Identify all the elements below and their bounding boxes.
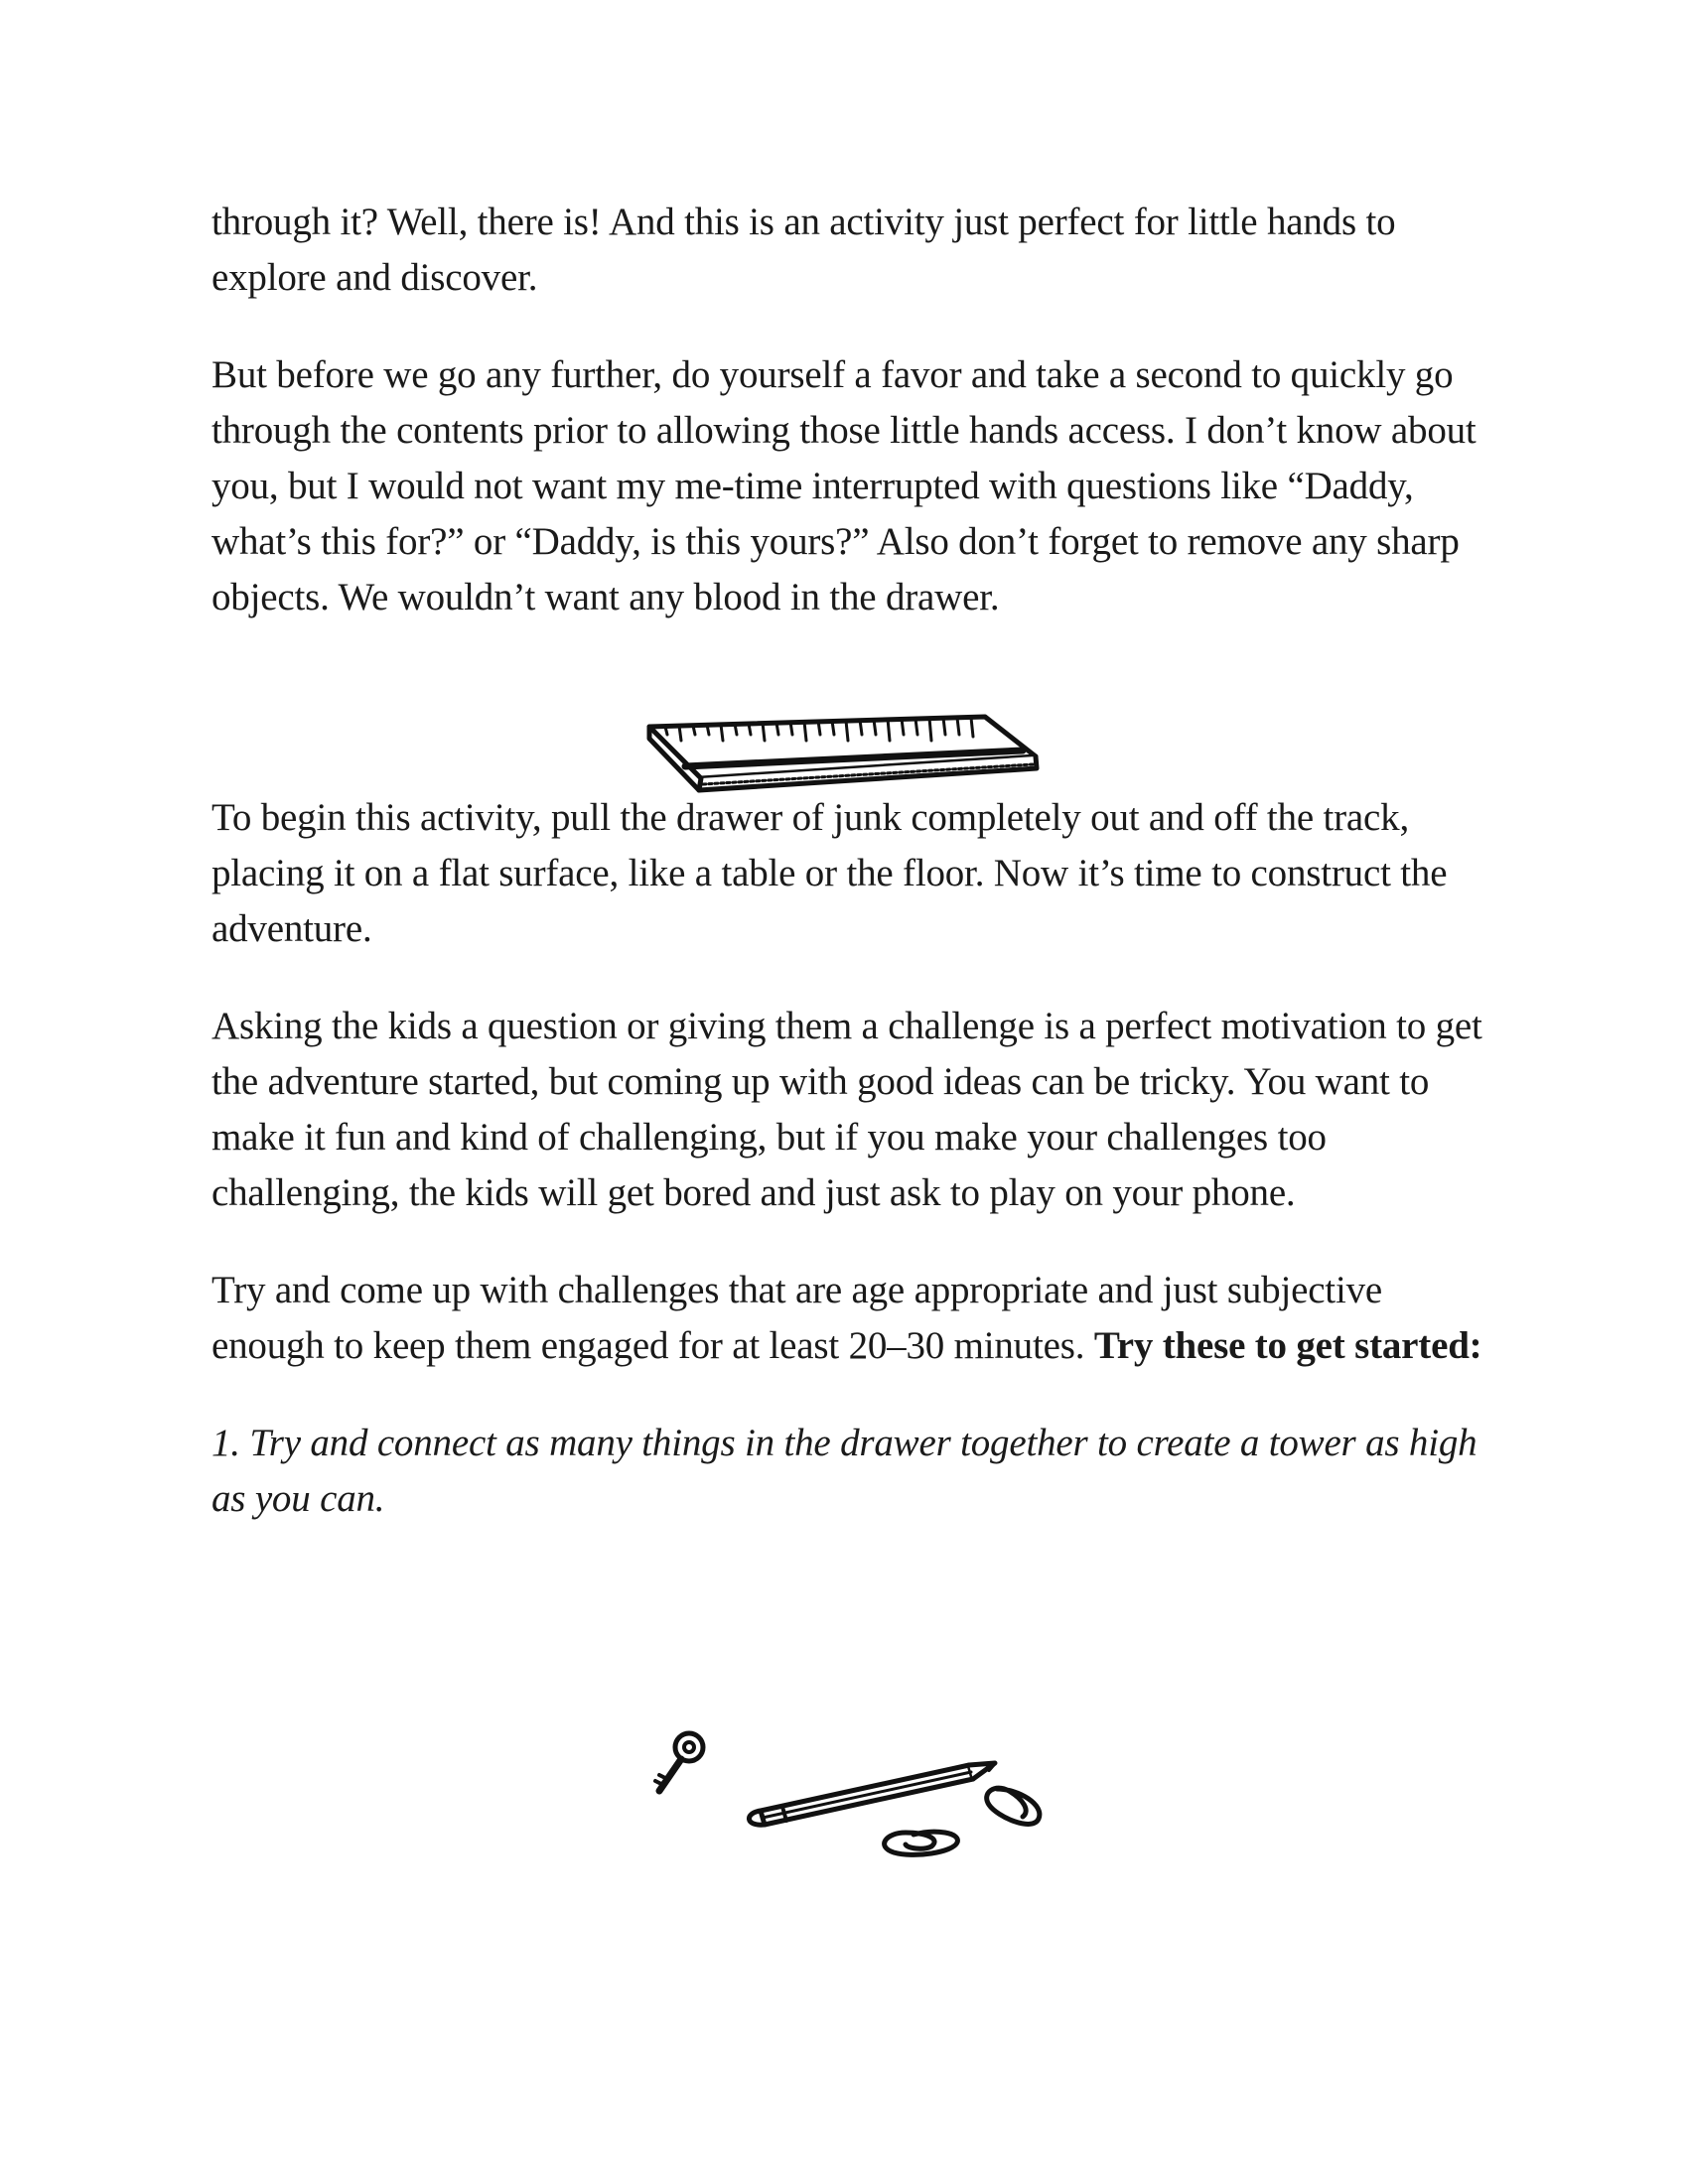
junk-items-illustration [645, 1725, 1053, 1874]
tools-illustration [645, 1725, 1053, 1874]
paragraph-4: Asking the kids a question or giving them a challenge is a perfect motivation to get the adventure started, but coming up with good ideas can be tricky. You want to make it fun and kind of challenging, but if you make your challenges too challenging, the kids will get bored and just ask to play on your phone. [211, 1005, 1482, 1214]
key-icon [655, 1733, 703, 1791]
paragraph-5 [211, 1263, 1502, 1374]
pencil-icon [749, 1763, 995, 1825]
paragraph-5-bold: Try these to get started: [1093, 1324, 1482, 1367]
paperclip-icon [885, 1832, 958, 1854]
ruler-icon [645, 713, 1043, 802]
page-body [211, 195, 1502, 1527]
paragraph-5-text: Try and come up with challenges that are age appropriate and just subjective enough to keep them engaged for at least 20–30 minutes. [211, 1269, 1382, 1367]
paperclip-icon [987, 1788, 1040, 1824]
paragraph-6-italic: 1. Try and connect as many things in the drawer together to create a tower as high as you can. [211, 1422, 1477, 1520]
ruler-illustration [645, 713, 1043, 802]
paragraph-2: But before we go any further, do yourself a favor and take a second to quickly go through the contents prior to allowing those little hands access. I don’t know about you, but I would not want my me-time interrupted with questions like “Daddy, what’s this for?” or “Daddy, is this yours?” Also don’t forget to remove any sharp objects. We wouldn’t want any blood in the drawer. [211, 353, 1477, 618]
paragraph-3: To begin this activity, pull the drawer of junk completely out and off the track, placing it on a flat surface, like a table or the floor. Now it’s time to construct the adventure. [211, 796, 1448, 950]
paragraph-1: through it? Well, there is! And this is an activity just perfect for little hands to explore and discover. [211, 201, 1396, 299]
